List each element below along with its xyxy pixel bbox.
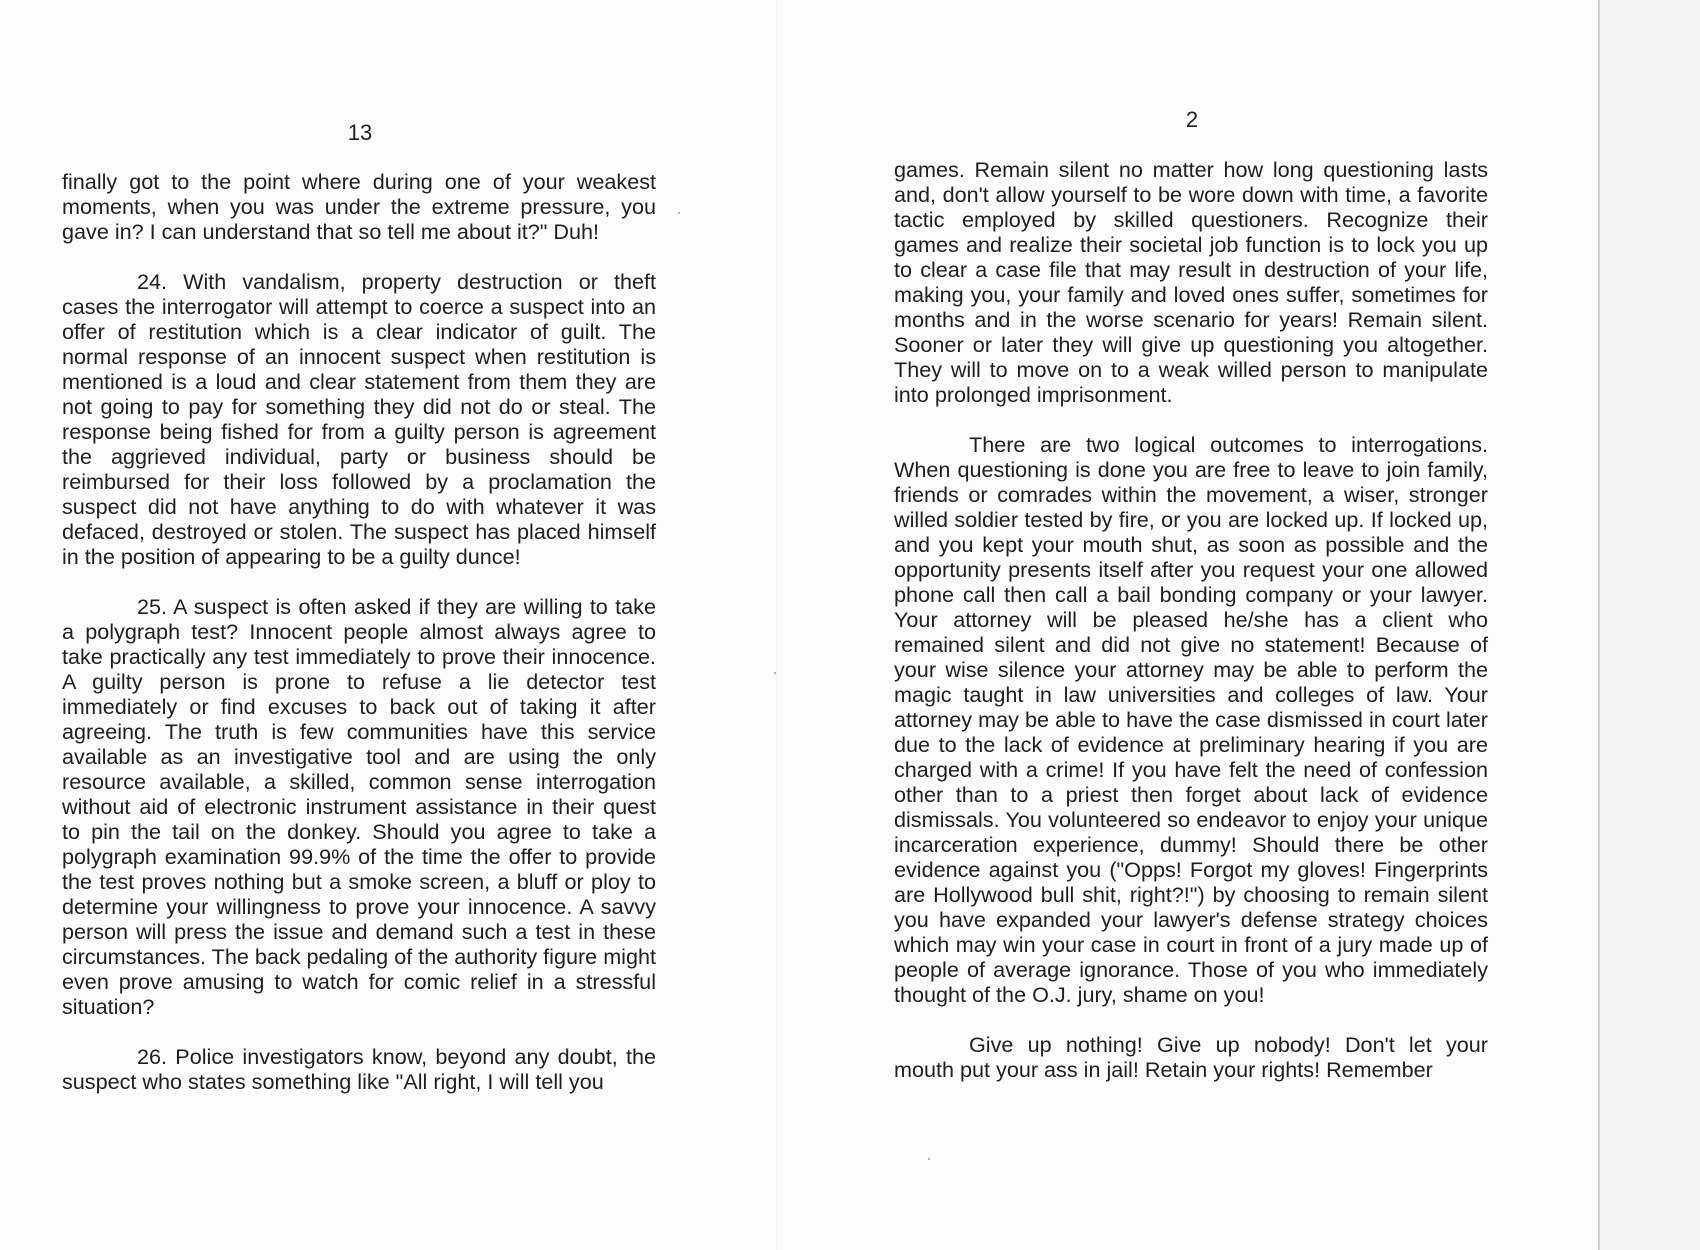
paragraph: Give up nothing! Give up nobody! Don't let your mouth put your ass in jail! Retain your rights! Remember — [894, 1032, 1488, 1082]
scan-speck — [928, 1158, 930, 1160]
scan-margin — [1600, 0, 1700, 1250]
page-number-right: 2 — [1185, 107, 1199, 132]
center-fold — [776, 0, 778, 1250]
scan-speck — [678, 212, 680, 214]
paragraph: There are two logical outcomes to interrogations. When questioning is done you are free to leave to join family, friends or comrades within the movement, a wiser, stronger willed soldier tested by fire, or you are locked up. If locked up, and you kept your mouth shut, as soon as possible and the opportunity presents itself after you request your one allowed phone call then call a bail bonding company or your lawyer. Your attorney will be pleased he/she has a client who remained silent and did not give no statement! Because of your wise silence your attorney may be able to perform the magic taught in law universities and colleges of law. Your attorney may be able to have the case dismissed in court later due to the lack of evidence at preliminary hearing if you are charged with a crime! If you have felt the need of confession other than to a priest then forget about lack of evidence dismissals. You volunteered so endeavor to enjoy your unique incarceration experience, dummy! Should there be other evidence against you ("Opps! Forgot my gloves! Fingerprints are Hollywood bull shit, right?!") by choosing to remain silent you have expanded your lawyer's defense strategy choices which may win your case in court in front of a jury made up of people of average ignorance. Those of you who immediately thought of the O.J. jury, shame on you! — [894, 432, 1488, 1007]
right-page-text — [894, 157, 1488, 1082]
paragraph: 25. A suspect is often asked if they are willing to take a polygraph test? Innocent people almost always agree to take practically any test immediately to prove their innocence. A guilty person is prone to refuse a lie detector test immediately or find excuses to back out of taking it after agreeing. The truth is few communities have this service available as an investigative tool and are using the only resource available, a skilled, common sense interrogation without aid of electronic instrument assistance in their quest to pin the tail on the donkey. Should you agree to take a polygraph examination 99.9% of the time the offer to provide the test proves nothing but a smoke screen, a bluff or ploy to determine your willingness to prove your innocence. A savvy person will press the issue and demand such a test in these circumstances. The back pedaling of the authority figure might even prove amusing to watch for comic relief in a stressful situation? — [62, 594, 656, 1019]
paragraph: 24. With vandalism, property destruction or theft cases the interrogator will attempt to coerce a suspect into an offer of restitution which is a clear indicator of guilt. The normal response of an innocent suspect when restitution is mentioned is a loud and clear statement from them they are not going to pay for something they did not do or steal. The response being fished for from a guilty person is agreement the aggrieved individual, party or business should be reimbursed for their loss followed by a proclamation the suspect did not have anything to do with whatever it was defaced, destroyed or stolen. The suspect has placed himself in the position of appearing to be a guilty dunce! — [62, 269, 656, 569]
paragraph: 26. Police investigators know, beyond any doubt, the suspect who states something like "All right, I will tell you — [62, 1044, 656, 1094]
paragraph: finally got to the point where during one of your weakest moments, when you was under the extreme pressure, you gave in? I can understand that so tell me about it?" Duh! — [62, 169, 656, 244]
scan-speck — [774, 672, 776, 674]
page-number-left: 13 — [347, 120, 373, 145]
left-page-text — [62, 169, 656, 1094]
paragraph: games. Remain silent no matter how long questioning lasts and, don't allow yourself to be wore down with time, a favorite tactic employed by skilled questioners. Recognize their games and realize their societal job function is to lock you up to clear a case file that may result in destruction of your life, making you, your family and loved ones suffer, sometimes for months and in the worse scenario for years! Remain silent. Sooner or later they will give up questioning you altogether. They will to move on to a weak willed person to manipulate into prolonged imprisonment. — [894, 157, 1488, 407]
